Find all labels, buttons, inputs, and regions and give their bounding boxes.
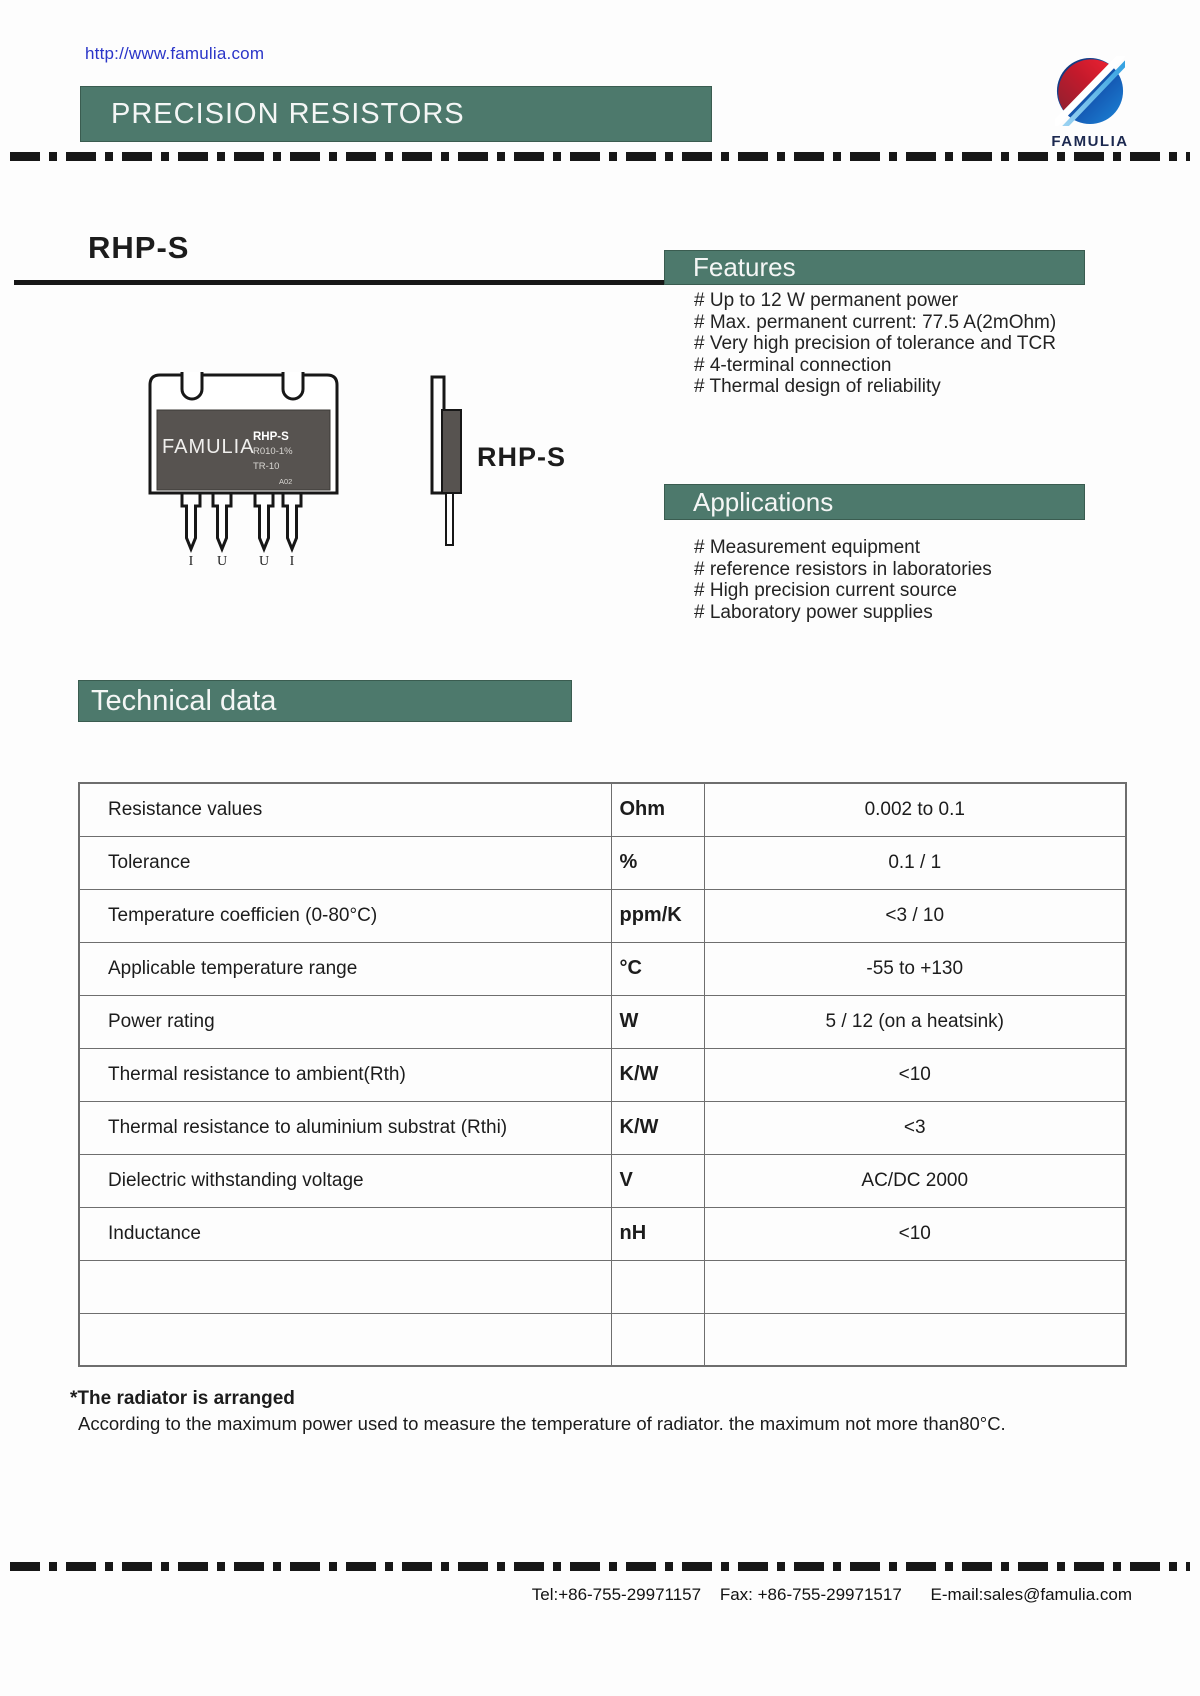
- table-row: [79, 783, 1126, 836]
- value-cell: AC/DC 2000: [704, 1154, 1126, 1207]
- parameter-cell: Thermal resistance to aluminium substrat (Rthi): [79, 1101, 611, 1154]
- parameter-cell: Inductance: [79, 1207, 611, 1260]
- value-cell: [704, 1313, 1126, 1366]
- pin-label: U: [216, 554, 228, 569]
- unit-cell: W: [611, 995, 704, 1048]
- pin-label: U: [258, 554, 270, 569]
- application-item: # Laboratory power supplies: [694, 601, 933, 623]
- table-row: [79, 1101, 1126, 1154]
- table-row: [79, 1154, 1126, 1207]
- parameter-cell: [79, 1313, 611, 1366]
- contact-email: E-mail:sales@famulia.com: [930, 1585, 1132, 1604]
- footer-divider: [10, 1562, 1190, 1571]
- logo-wordmark: FAMULIA: [1051, 133, 1129, 150]
- value-cell: 0.002 to 0.1: [704, 783, 1126, 836]
- contact-fax: Fax: +86-755-29971517: [719, 1585, 902, 1604]
- applications-list: [694, 537, 992, 623]
- technical-section-header: [78, 680, 572, 722]
- unit-cell: K/W: [611, 1048, 704, 1101]
- technical-heading: Technical data: [91, 684, 277, 717]
- parameter-cell: Applicable temperature range: [79, 942, 611, 995]
- unit-cell: [611, 1260, 704, 1313]
- pin: [283, 493, 301, 549]
- resistor-front-view-figure: [140, 340, 370, 570]
- application-item: # Measurement equipment: [694, 537, 921, 558]
- value-cell: -55 to +130: [704, 942, 1126, 995]
- features-section-header: [664, 250, 1085, 285]
- unit-cell: °C: [611, 942, 704, 995]
- features-heading: Features: [693, 252, 796, 282]
- parameter-cell: Thermal resistance to ambient(Rth): [79, 1048, 611, 1101]
- table-row: [79, 1260, 1126, 1313]
- plate-brand: FAMULIA: [162, 436, 255, 458]
- parameter-cell: [79, 1260, 611, 1313]
- value-cell: <3: [704, 1101, 1126, 1154]
- application-item: # High precision current source: [694, 580, 957, 602]
- feature-item: # Very high precision of tolerance and TCR: [694, 333, 1056, 355]
- footer-contact: [0, 1585, 1132, 1605]
- radiator-note-body: According to the maximum power used to measure the temperature of radiator. the maximum not more than80°C.: [78, 1413, 1006, 1434]
- table-row: [79, 942, 1126, 995]
- unit-cell: nH: [611, 1207, 704, 1260]
- table-row: [79, 836, 1126, 889]
- title-rule: [14, 280, 664, 285]
- pin: [255, 493, 273, 549]
- company-url[interactable]: http://www.famulia.com: [85, 44, 265, 63]
- table-row: [79, 889, 1126, 942]
- features-list: [694, 290, 1056, 398]
- application-item: # reference resistors in laboratories: [694, 558, 992, 580]
- plate-model: RHP-S: [253, 431, 289, 443]
- pin: [213, 493, 231, 549]
- side-pin: [446, 493, 453, 545]
- company-logo: [1028, 56, 1152, 150]
- pin-label: I: [289, 554, 295, 569]
- mounting-notch: [283, 372, 303, 399]
- header-divider: [10, 152, 1190, 161]
- page-banner: [80, 86, 712, 142]
- page-title: RHP-S: [88, 230, 190, 265]
- parameter-cell: Dielectric withstanding voltage: [79, 1154, 611, 1207]
- radiator-note-title: *The radiator is arranged: [70, 1388, 295, 1409]
- feature-item: # Max. permanent current: 77.5 A(2mOhm): [694, 311, 1057, 333]
- parameter-cell: Power rating: [79, 995, 611, 1048]
- pin: [182, 493, 200, 549]
- pin-label: I: [188, 554, 194, 569]
- feature-item: # Up to 12 W permanent power: [694, 290, 959, 311]
- technical-data-table: [78, 782, 1127, 1367]
- unit-cell: [611, 1313, 704, 1366]
- mounting-notch: [182, 372, 202, 399]
- applications-heading: Applications: [693, 486, 834, 517]
- value-cell: <10: [704, 1207, 1126, 1260]
- plate-lot-code: A02: [279, 477, 293, 486]
- side-body: [442, 410, 461, 493]
- table-row: [79, 1207, 1126, 1260]
- value-cell: <10: [704, 1048, 1126, 1101]
- unit-cell: Ohm: [611, 783, 704, 836]
- famulia-logo-icon: [1055, 56, 1125, 126]
- plate-value-code: R010-1%: [253, 446, 293, 457]
- contact-tel: Tel:+86-755-29971157: [531, 1585, 702, 1604]
- table-row: [79, 1048, 1126, 1101]
- feature-item: # Thermal design of reliability: [694, 376, 941, 398]
- value-cell: 0.1 / 1: [704, 836, 1126, 889]
- table-row: [79, 1313, 1126, 1366]
- unit-cell: V: [611, 1154, 704, 1207]
- unit-cell: K/W: [611, 1101, 704, 1154]
- side-view-label: RHP-S: [477, 442, 567, 472]
- value-cell: <3 / 10: [704, 889, 1126, 942]
- value-cell: [704, 1260, 1126, 1313]
- parameter-cell: Resistance values: [79, 783, 611, 836]
- value-cell: 5 / 12 (on a heatsink): [704, 995, 1126, 1048]
- feature-item: # 4-terminal connection: [694, 354, 892, 376]
- parameter-cell: Tolerance: [79, 836, 611, 889]
- table-row: [79, 995, 1126, 1048]
- unit-cell: %: [611, 836, 704, 889]
- banner-title: PRECISION RESISTORS: [111, 97, 465, 130]
- plate-type-code: TR-10: [253, 461, 280, 472]
- unit-cell: ppm/K: [611, 889, 704, 942]
- parameter-cell: Temperature coefficien (0-80°C): [79, 889, 611, 942]
- applications-section-header: [664, 484, 1085, 520]
